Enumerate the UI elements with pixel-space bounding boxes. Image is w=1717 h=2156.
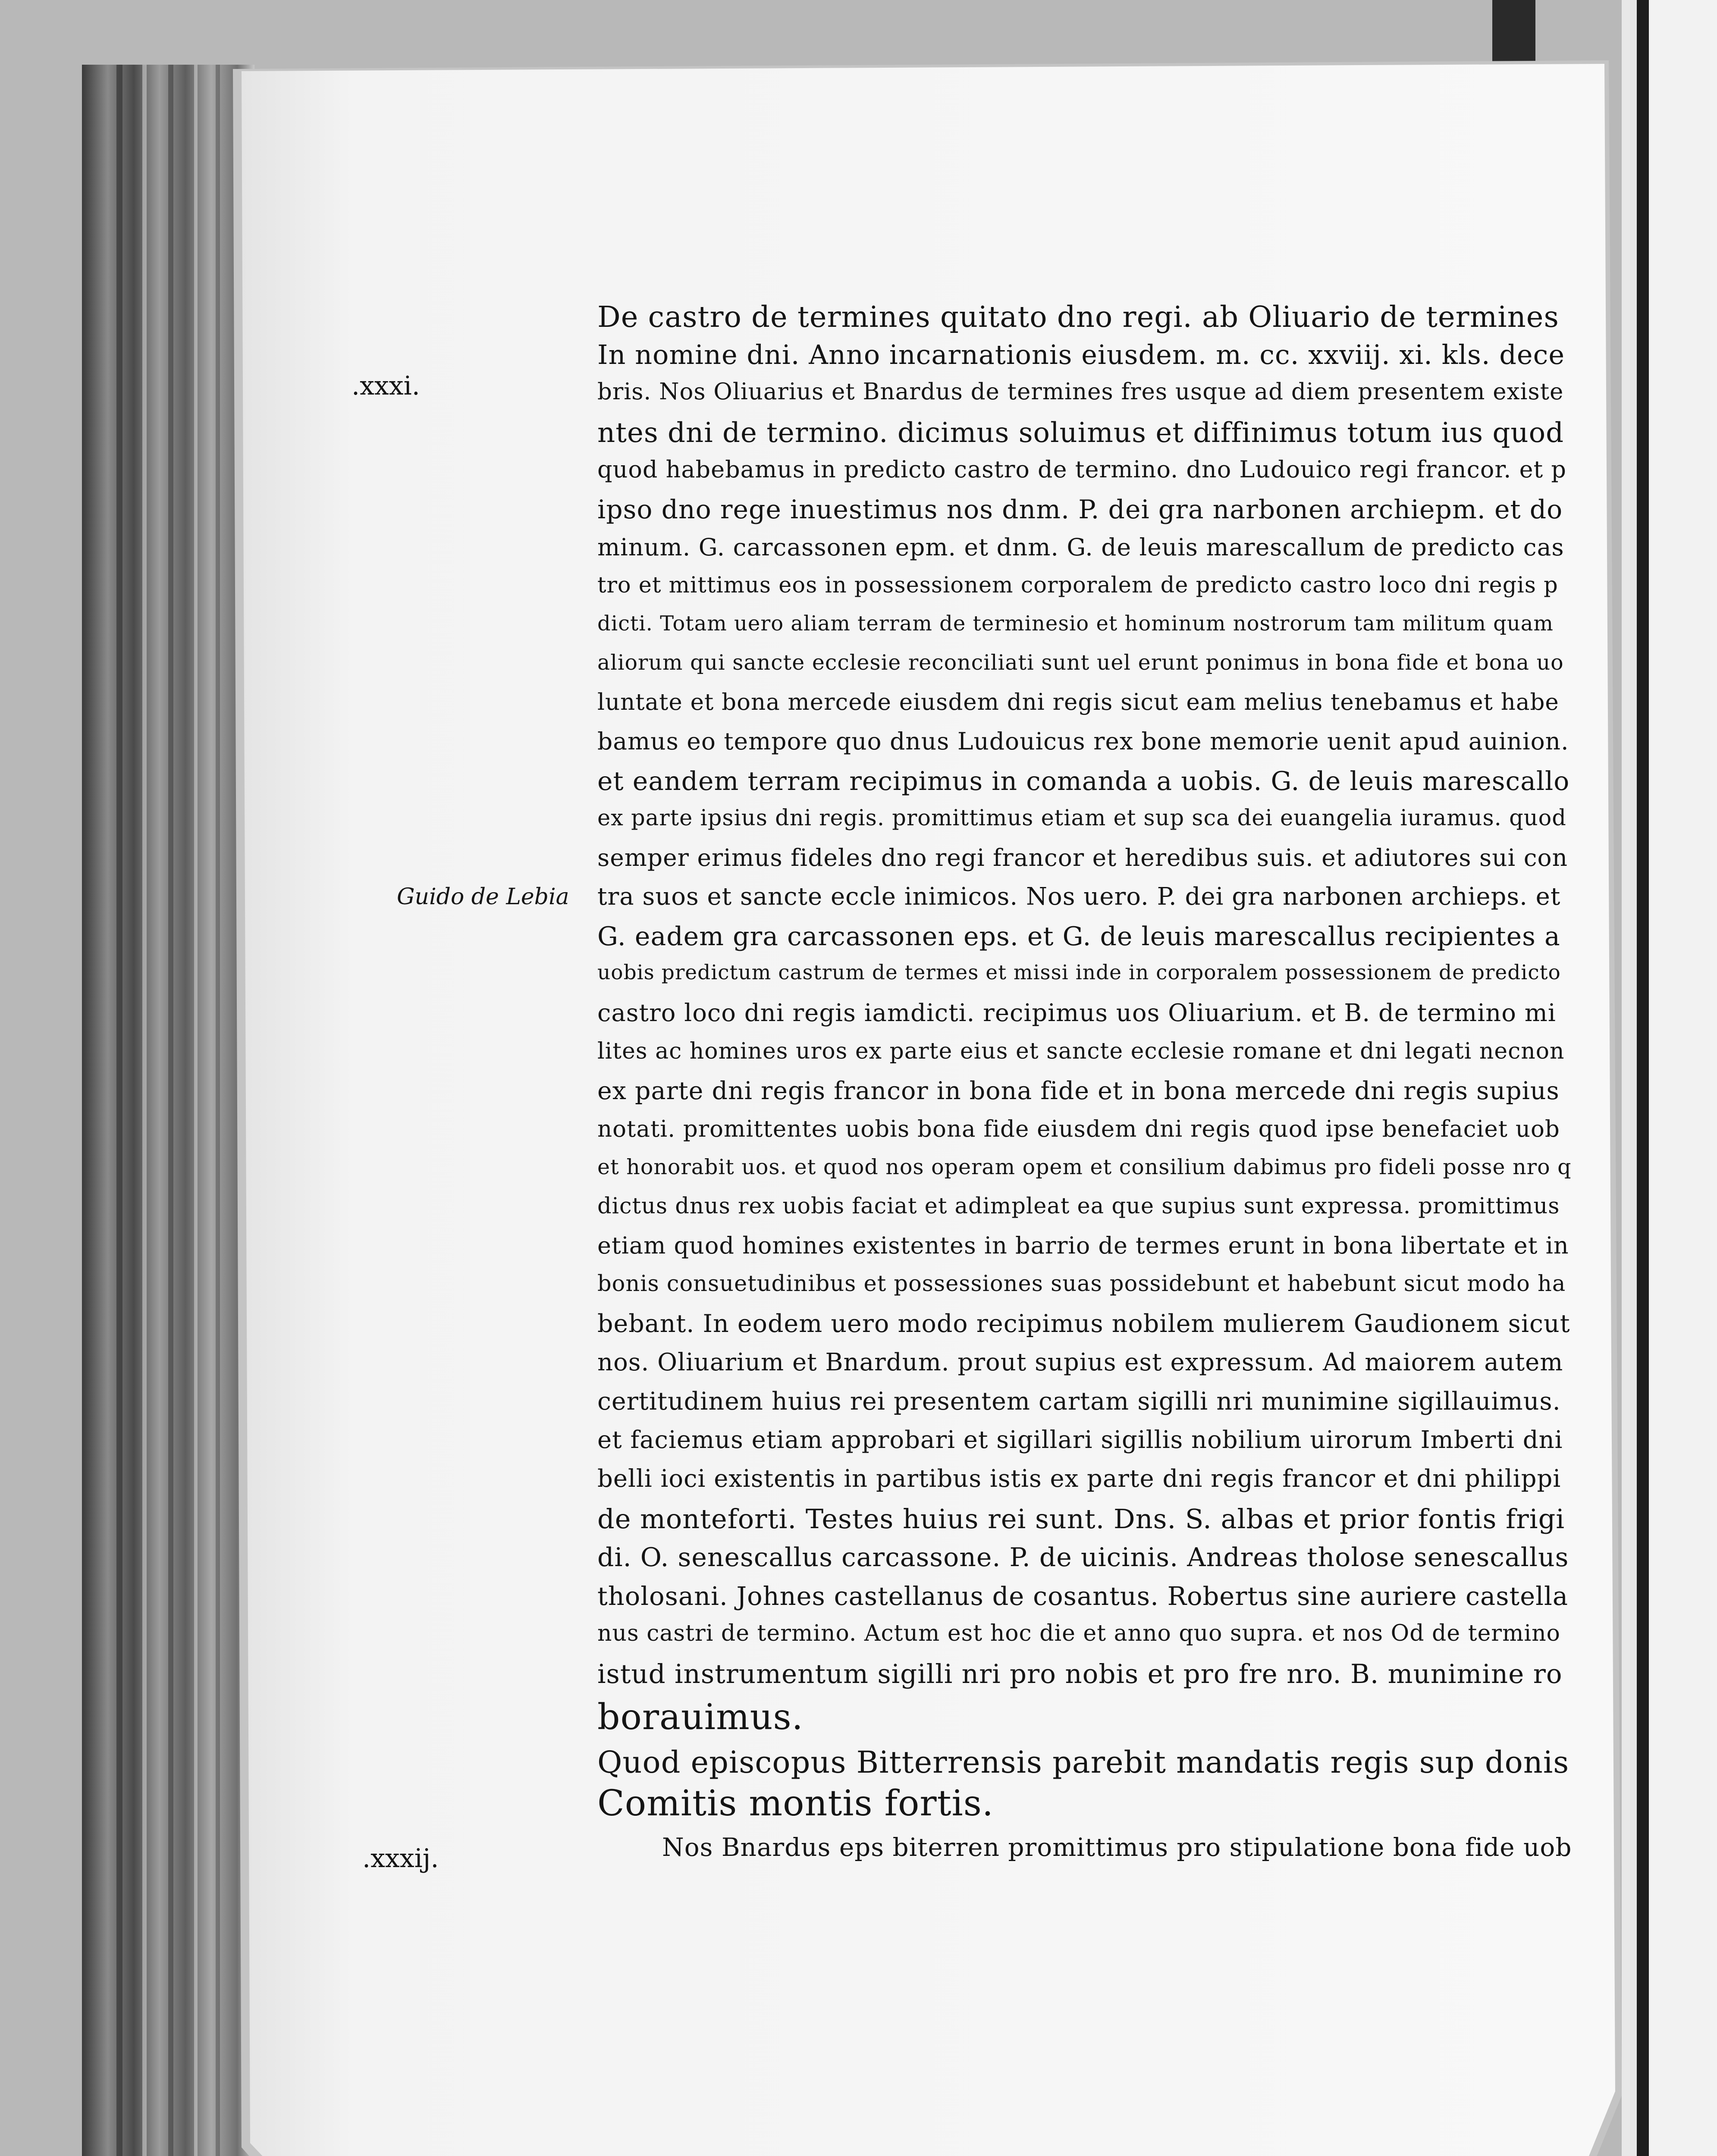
text-line: belli ioci existentis in partibus istis ex parte dni regis francor et dni philippi: [597, 1465, 1561, 1493]
text-line: bonis consuetudinibus et possessiones suas possidebunt et habebunt sicut modo ha: [597, 1271, 1566, 1297]
section-heading-line: Quod episcopus Bitterrensis parebit mandatis regis sup donis: [597, 1745, 1569, 1780]
text-line: tholosani. Johnes castellanus de cosantus. Robertus sine auriere castella: [597, 1581, 1569, 1611]
text-line: luntate et bona mercede eiusdem dni regis sicut eam melius tenebamus et habe: [597, 689, 1559, 715]
text-line: et eandem terram recipimus in comanda a uobis. G. de leuis marescallo: [597, 766, 1570, 796]
text-line: ex parte ipsius dni regis. promittimus etiam et sup sca dei euangelia iuramus. quod: [597, 805, 1566, 831]
text-line: et honorabit uos. et quod nos operam opem et consilium dabimus pro fideli posse nro q: [597, 1155, 1572, 1179]
marginal-note: Guido de Lebia: [397, 884, 569, 910]
text-line: bamus eo tempore quo dnus Ludouicus rex bone memorie uenit apud auinion.: [597, 727, 1569, 755]
text-line: quod habebamus in predicto castro de termino. dno Ludouico regi francor. et p: [597, 456, 1566, 483]
text-line: de monteforti. Testes huius rei sunt. Dns. S. albas et prior fontis frigi: [597, 1503, 1565, 1535]
text-line: Nos Bnardus eps biterren promittimus pro stipulatione bona fide uob: [662, 1833, 1572, 1862]
text-line: dicti. Totam uero aliam terram de terminesio et hominum nostrorum tam militum quam: [597, 611, 1554, 636]
text-line: In nomine dni. Anno incarnationis eiusdem. m. cc. xxviij. xi. kls. dece: [597, 339, 1565, 370]
text-line: ex parte dni regis francor in bona fide et in bona mercede dni regis supius: [597, 1077, 1560, 1105]
text-line: aliorum qui sancte ecclesie reconciliati sunt uel erunt ponimus in bona fide et bona uo: [597, 650, 1564, 675]
text-line: nos. Oliuarium et Bnardum. prout supius est expressum. Ad maiorem autem: [597, 1348, 1563, 1376]
text-line: nus castri de termino. Actum est hoc die et anno quo supra. et nos Od de termino: [597, 1620, 1560, 1646]
text-line: istud instrumentum sigilli nri pro nobis et pro fre nro. B. munimine ro: [597, 1659, 1563, 1689]
text-line: borauimus.: [597, 1697, 804, 1738]
margin-number-section-2: .xxxij.: [362, 1843, 439, 1874]
text-line: tra suos et sancte eccle inimicos. Nos uero. P. dei gra narbonen archieps. et: [597, 883, 1561, 911]
text-line: dictus dnus rex uobis faciat et adimpleat ea que supius sunt expressa. promittimus: [597, 1194, 1560, 1219]
text-line: tro et mittimus eos in possessionem corporalem de predicto castro loco dni regis p: [597, 573, 1558, 598]
text-line: notati. promittentes uobis bona fide eiusdem dni regis quod ipse benefaciet uob: [597, 1116, 1560, 1142]
text-line: minum. G. carcassonen epm. et dnm. G. de leuis marescallum de predicto cas: [597, 533, 1564, 561]
text-line: G. eadem gra carcassonen eps. et G. de leuis marescallus recipientes a: [597, 921, 1560, 952]
text-line: di. O. senescallus carcassone. P. de uicinis. Andreas tholose senescallus: [597, 1542, 1569, 1573]
text-line: ipso dno rege inuestimus nos dnm. P. dei gra narbonen archiepm. et do: [597, 495, 1563, 525]
text-line: bris. Nos Oliuarius et Bnardus de termines fres usque ad diem presentem existe: [597, 379, 1564, 405]
margin-number-section-1: .xxxi.: [352, 371, 420, 401]
text-line: castro loco dni regis iamdicti. recipimus uos Oliuarium. et B. de termino mi: [597, 999, 1556, 1027]
text-line: lites ac homines uros ex parte eius et sancte ecclesie romane et dni legati necnon: [597, 1038, 1565, 1064]
text-line: bebant. In eodem uero modo recipimus nobilem mulierem Gaudionem sicut: [597, 1310, 1570, 1338]
text-line: certitudinem huius rei presentem cartam sigilli nri munimine sigillauimus.: [597, 1387, 1561, 1416]
text-line: semper erimus fideles dno regi francor et heredibus suis. et adiutores sui con: [597, 844, 1568, 871]
section-heading-line: Comitis montis fortis.: [597, 1783, 994, 1824]
text-line: uobis predictum castrum de termes et missi inde in corporalem possessionem de predicto: [597, 961, 1561, 984]
book-page-edges: [82, 65, 254, 2156]
text-line: et faciemus etiam approbari et sigillari sigillis nobilium uirorum Imberti dni: [597, 1426, 1563, 1454]
text-line: ntes dni de termino. dicimus soluimus et diffinimus totum ius quod: [597, 417, 1564, 449]
text-line: etiam quod homines existentes in barrio de termes erunt in bona libertate et in: [597, 1232, 1569, 1259]
text-line: De castro de termines quitato dno regi. ab Oliuario de termines: [597, 300, 1559, 334]
